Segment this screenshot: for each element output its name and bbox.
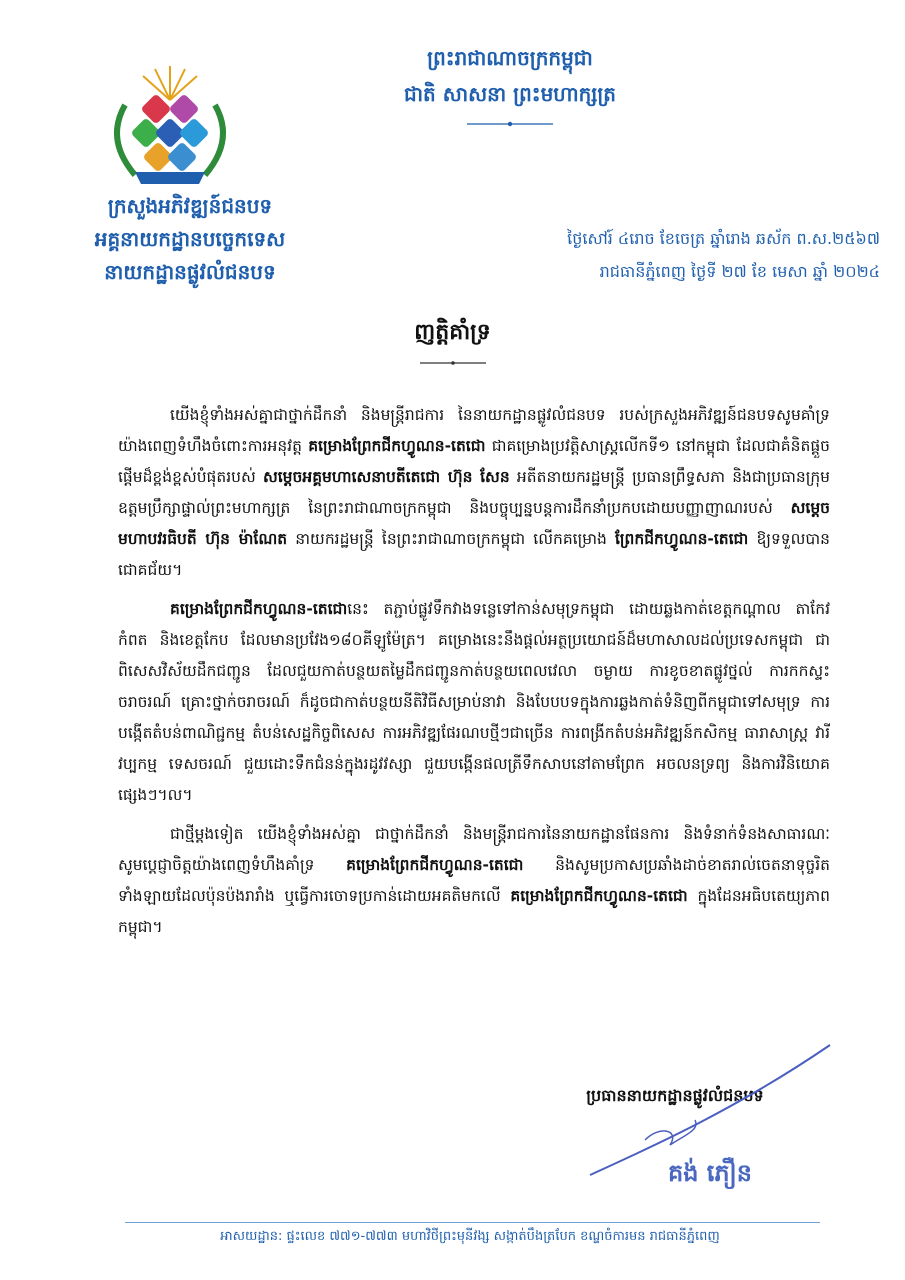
emphasis-text: គម្រោងព្រែកជីកហ្វូណន-តេជោ bbox=[308, 437, 486, 455]
paragraph-text: នាយករដ្ឋមន្ត្រី នៃព្រះរាជាណាចក្រកម្ពុជា លើកគម្រោង bbox=[287, 530, 615, 548]
ministry-line-1: ក្រសួងអភិវឌ្ឍន៍ជនបទ bbox=[107, 194, 273, 218]
ministry-emblem bbox=[95, 60, 245, 190]
body-paragraph bbox=[118, 400, 830, 586]
paragraph-text: ជាគម្រោងប្រវត្តិសាស្ត្រលើកទី១ នៅកម្ពុជា ដែលជាគំនិតផ្តួចផ្តើមដ៏ខ្ពង់ខ្ពស់បំផុតរបស់ bbox=[118, 437, 830, 486]
emphasis-text: គម្រោងព្រែកជីកហ្វូណន-តេជោ bbox=[346, 856, 524, 874]
emphasis-text: គម្រោងព្រែកជីកហ្វូណន-តេជោ bbox=[510, 887, 688, 905]
ministry-heading bbox=[60, 190, 320, 289]
paragraph-text: នេះ តភ្ជាប់ផ្លូវទឹកវាងទន្លេទៅកាន់សមុទ្រកម្ពុជា ដោយឆ្លងកាត់ខេត្តកណ្តាល តាកែវ កំពត និងខេត្តកែប ដែលមានប្រវែង១៨០គីឡូម៉ែត្រ។ គម្រោងនេះនឹងផ្តល់អត្ថប្រយោជន៍ដ៏មហាសាលដល់ប្រទេសកម្ពុជា ជាពិសេសវិស័យដឹកជញ្ជូន ដែលជួយកាត់បន្ថយតម្លៃដឹកជញ្ជូនកាត់បន្ថយពេលវេលា ចម្ងាយ ការខូចខាតផ្លូវថ្នល់ ការកកស្ទះចរាចរណ៍ គ្រោះថ្នាក់ចរាចរណ៍ ក៏ដូចជាកាត់បន្ថយនីតិវិធីសម្រាប់នាវា និងបែបបទក្នុងការឆ្លងកាត់ទំនិញពីកម្ពុជាទៅសមុទ្រ ការបង្កើតតំបន់ពាណិជ្ជកម្ម តំបន់សេដ្ឋកិច្ចពិសេស ការអភិវឌ្ឍផែរណបថ្មីៗជាច្រើន ការពង្រីកតំបន់អភិវឌ្ឍន៍កសិកម្ម ធារាសាស្ត្រ វារីវប្បកម្ម ទេសចរណ៍ ជួយដោះទឹកជំនន់ក្នុងរដូវវស្សា ជួយបង្កើនផលត្រីទឹកសាបនៅតាមព្រែក អចលនទ្រព្យ និងការវិនិយោគផ្សេងៗ។ល។ bbox=[118, 600, 830, 804]
document-title-text: ញត្តិគាំទ្រ bbox=[414, 320, 491, 345]
footer-rule bbox=[125, 1222, 820, 1223]
signatory-name: គង់ ភឿន bbox=[667, 1159, 753, 1187]
paragraph-text: ឱ្យទទួលបានជោគជ័យ។ bbox=[118, 530, 830, 579]
emphasis-text: គម្រោងព្រែកជីកហ្វូណន-តេជោ bbox=[170, 600, 348, 618]
ministry-line-3: នាយកដ្ឋានផ្លូវលំជនបទ bbox=[104, 260, 276, 284]
paragraph-text: យើងខ្ញុំទាំងអស់គ្នាជាថ្នាក់ដឹកនាំ និងមន្ត្រីរាជការ នៃនាយកដ្ឋានផ្លូវលំជនបទ របស់ក្រសួងអភិវឌ្ឍន៍ជនបទសូមគាំទ្រយ៉ាងពេញទំហឹងចំពោះការអនុវត្ត bbox=[118, 406, 830, 455]
kingdom-line-1: ព្រះរាជាណាចក្រកម្ពុជា bbox=[427, 46, 593, 70]
date-solar: រាជធានីភ្នំពេញ ថ្ងៃទី ២៧ ខែ មេសា ឆ្នាំ ២០២៤ bbox=[599, 262, 880, 281]
body-paragraph bbox=[118, 594, 830, 811]
emphasis-text: ព្រែកជីកហ្វូណន-តេជោ bbox=[615, 530, 749, 548]
paragraph-text: ក្នុងដែនអធិបតេយ្យភាពកម្ពុជា។ bbox=[118, 887, 831, 936]
date-block bbox=[490, 222, 880, 288]
emphasis-text: សម្តេចមហាបវរធិបតី ហ៊ុន ម៉ាណែត bbox=[118, 499, 830, 548]
paragraph-text: អតីតនាយករដ្ឋមន្ត្រី ប្រធានព្រឹទ្ធសភា និងជាប្រធានក្រុមឧត្តមប្រឹក្សាផ្ទាល់ព្រះមហាក្សត្រ នៃព្រះរាជាណាចក្រកម្ពុជា និងបច្ចុប្បន្នបន្តការដឹកនាំប្រកបដោយបញ្ញាញាណរបស់ bbox=[118, 468, 831, 517]
kingdom-line-2: ជាតិ សាសនា ព្រះមហាក្សត្រ bbox=[404, 82, 616, 106]
title-divider bbox=[418, 358, 488, 368]
date-lunar: ថ្ងៃសៅរ៍ ៤រោច ខែចេត្រ ឆ្នាំរោង ឆស័ក ព.ស.២៥៦៧ bbox=[567, 229, 880, 248]
paragraph-text: និងសូមប្រកាសប្រឆាំងដាច់ខាតរាល់ចេតនាទុច្ចរិតទាំងឡាយដែលប៉ុនប៉ងរារាំង ឬធ្វើការចោទប្រកាន់ដោយអគតិមកលើ bbox=[118, 856, 831, 905]
document-title bbox=[300, 318, 605, 368]
body-paragraph bbox=[118, 819, 830, 943]
paragraph-text: ជាថ្មីម្តងទៀត យើងខ្ញុំទាំងអស់គ្នា ជាថ្នាក់ដឹកនាំ និងមន្ត្រីរាជការនៃនាយកដ្ឋានផែនការ និងទំនាក់ទំនងសាធារណៈ សូមប្តេជ្ញាចិត្តយ៉ាងពេញទំហឹងគាំទ្រ bbox=[118, 825, 830, 874]
emphasis-text: សម្តេចអគ្គមហាសេនាបតីតេជោ ហ៊ុន សែន bbox=[263, 468, 510, 486]
signatory-title: ប្រធាននាយកដ្ឋានផ្លូវលំជនបទ bbox=[586, 1086, 764, 1105]
letter-body bbox=[118, 400, 830, 951]
ornament-divider bbox=[465, 118, 555, 130]
ministry-line-2: អគ្គនាយកដ្ឋានបច្ចេកទេស bbox=[94, 227, 286, 251]
kingdom-heading bbox=[360, 40, 660, 130]
footer-address: អាសយដ្ឋាន: ផ្ទះលេខ ៧៧១-៧៧៣ មហាវិថីព្រះមុនីវង្ស សង្កាត់បឹងត្របែក ខណ្ឌចំការមន រាជធានីភ្នំពេញ bbox=[220, 1229, 720, 1244]
